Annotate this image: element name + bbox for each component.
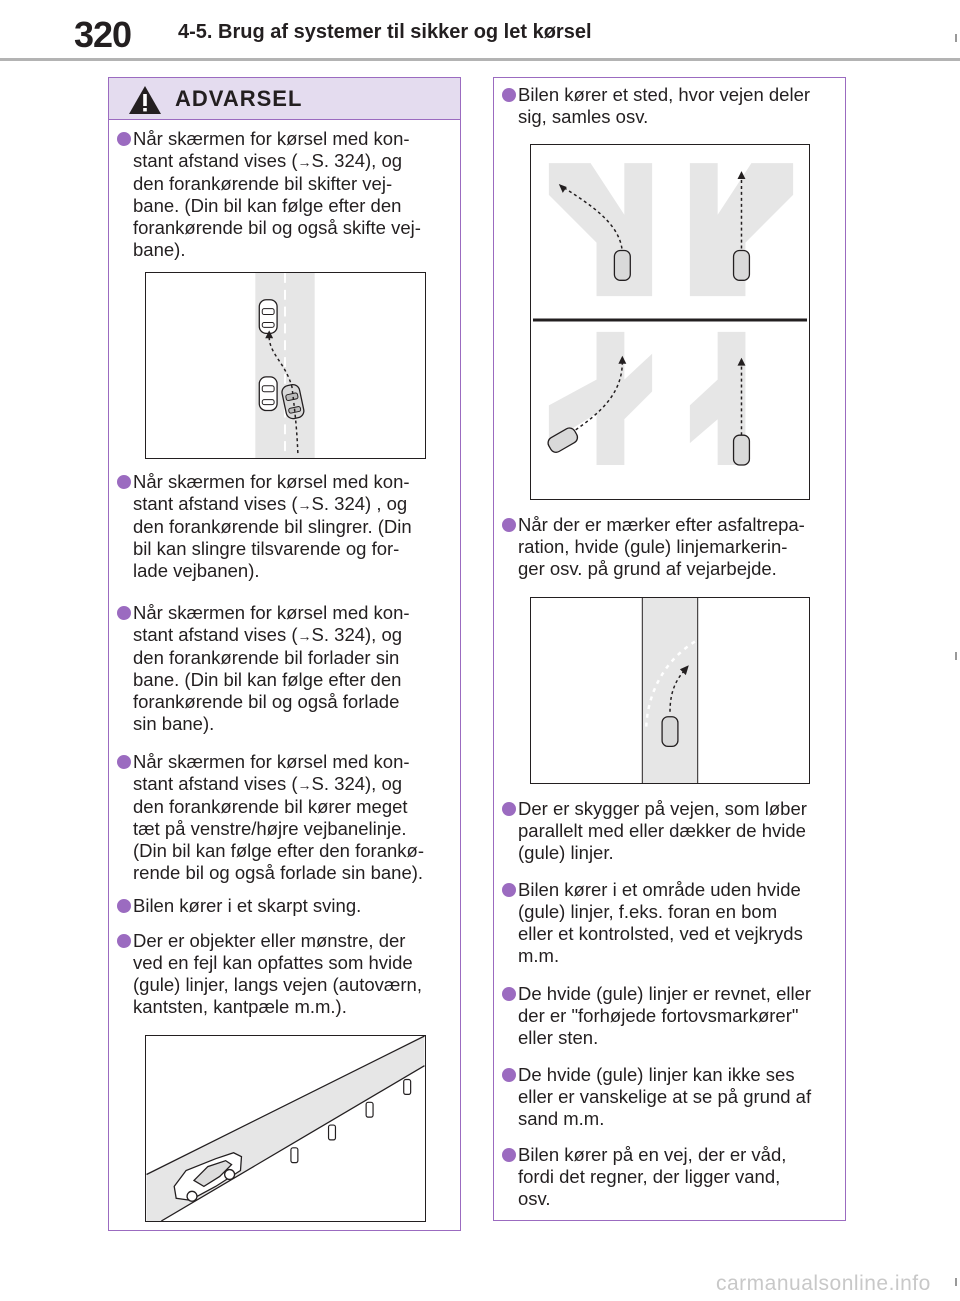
warning-triangle-icon <box>128 85 162 115</box>
bullet-dot <box>502 883 516 897</box>
bullet-text: Når der er mærker efter asfaltrepa- ration, hvide (gule) linjemarkerin- ger osv. på grund af vejarbejde. <box>518 514 805 579</box>
bullet-text: Der er objekter eller mønstre, der ved en fejl kan opfattes som hvide (gule) linjer, langs vejen (autoværn, kantsten, kantpæle m.m.). <box>133 930 422 1017</box>
edge-mark <box>955 652 957 660</box>
bullet-dot <box>117 132 131 146</box>
post-icon <box>329 1125 336 1140</box>
bullet-dot <box>502 987 516 1001</box>
section-title: 4-5. Brug af systemer til sikker og let kørsel <box>178 21 592 43</box>
bullet-dot <box>502 518 516 532</box>
edge-mark <box>955 1278 957 1286</box>
warning-label: ADVARSEL <box>175 86 303 111</box>
car-icon <box>662 717 678 747</box>
warning-box-left <box>108 77 461 1231</box>
car-icon <box>734 435 750 465</box>
bullet-text: Når skærmen for kørsel med kon- stant afstand vises (→S. 324), og den forankørende bil skifter vej- bane. (Din bil kan følge efter den forankørende bil og også skifte vej- bane). <box>133 128 421 260</box>
arrow-icon: → <box>297 777 312 793</box>
bullet-text: Bilen kører i et skarpt sving. <box>133 895 362 916</box>
bullet-text: Bilen kører i et område uden hvide (gule) linjer, f.eks. foran en bom eller et kontrolsted, ved et vejkryds m.m. <box>518 879 803 966</box>
arrow-icon: → <box>297 628 312 644</box>
arrow-icon: → <box>297 497 312 513</box>
warning-box-right <box>493 77 846 1221</box>
bullet-text: Bilen kører på en vej, der er våd, fordi det regner, der ligger vand, osv. <box>518 1144 787 1209</box>
car-icon <box>259 300 277 334</box>
bullet-dot <box>117 606 131 620</box>
bullet-dot <box>502 88 516 102</box>
edge-mark <box>955 34 957 42</box>
figure-road-repair-marks <box>530 597 810 784</box>
bullet-text: De hvide (gule) linjer kan ikke ses eller er vanskelige at se på grund af sand m.m. <box>518 1064 812 1129</box>
post-icon <box>404 1080 411 1095</box>
page-header <box>0 0 960 62</box>
bullet-dot <box>117 934 131 948</box>
header-rule <box>0 58 960 61</box>
watermark: carmanualsonline.info <box>716 1272 931 1295</box>
bullet-text: Når skærmen for kørsel med kon- stant afstand vises (→S. 324) , og den forankørende bil slingrer. (Din bil kan slingre tilsvarende og for- lade vejbanen). <box>133 471 412 581</box>
figure-roadside-posts <box>145 1035 426 1222</box>
figure-lane-change <box>145 272 426 459</box>
car-icon <box>734 251 750 281</box>
figure-road-split-merge <box>530 144 810 500</box>
bullet-dot <box>502 802 516 816</box>
bullet-dot <box>117 899 131 913</box>
bullet-dot <box>117 755 131 769</box>
bullet-text: Bilen kører et sted, hvor vejen deler sig, samles osv. <box>518 84 811 127</box>
page-number: 320 <box>74 14 132 55</box>
bullet-text: Når skærmen for kørsel med kon- stant afstand vises (→S. 324), og den forankørende bil kører meget tæt på venstre/højre vejbanelinje. (Din bil kan følge efter den forankø- rende bil og også forlade sin bane). <box>133 751 424 883</box>
car-icon <box>259 377 277 411</box>
bullet-dot <box>502 1068 516 1082</box>
bullet-text: Når skærmen for kørsel med kon- stant afstand vises (→S. 324), og den forankørende bil forlader sin bane. (Din bil kan følge efter den forankørende bil og også forlade sin bane). <box>133 602 410 734</box>
warning-header <box>109 78 460 120</box>
bullet-dot <box>117 475 131 489</box>
car-icon <box>614 251 630 281</box>
post-icon <box>366 1102 373 1117</box>
post-icon <box>291 1148 298 1163</box>
arrow-icon: → <box>297 154 312 170</box>
bullet-text: De hvide (gule) linjer er revnet, eller der er "forhøjede fortovsmarkører" eller sten. <box>518 983 812 1048</box>
bullet-dot <box>502 1148 516 1162</box>
bullet-text: Der er skygger på vejen, som løber parallelt med eller dækker de hvide (gule) linjer. <box>518 798 807 863</box>
